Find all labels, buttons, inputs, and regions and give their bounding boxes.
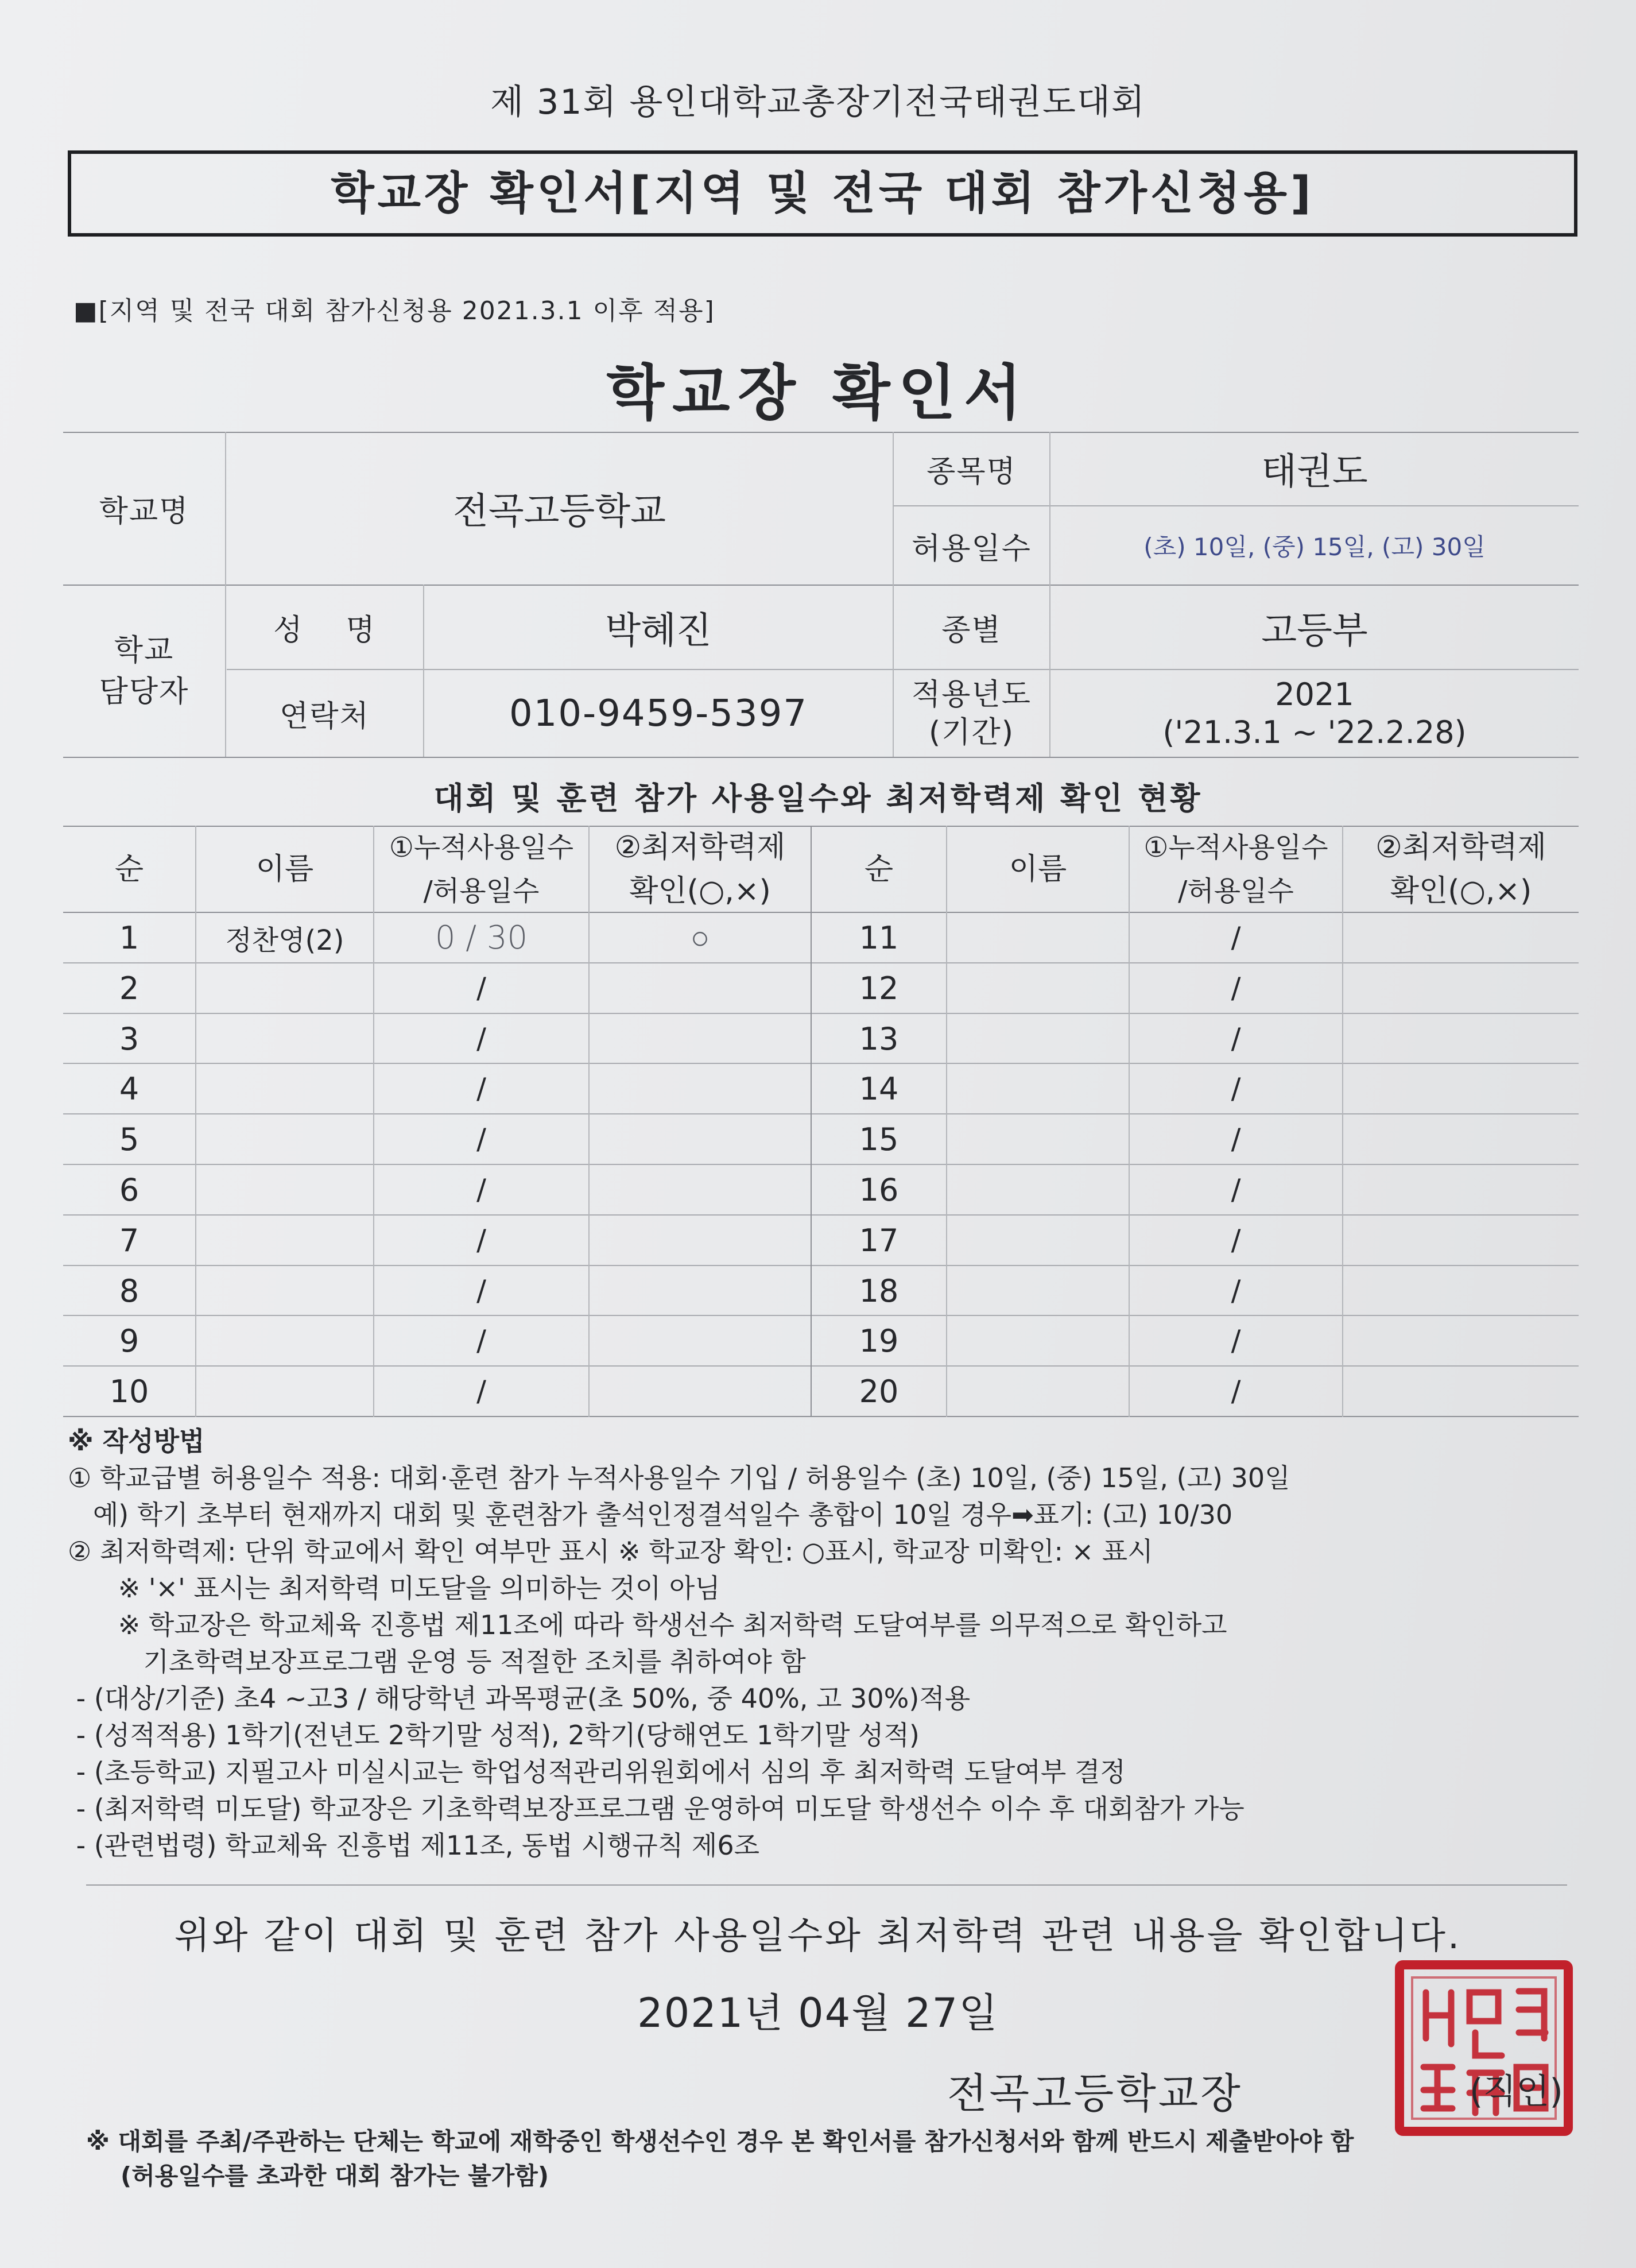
cell-no: 2: [119, 970, 139, 1007]
cell-name: [196, 963, 373, 1013]
cell-check: [590, 1367, 811, 1416]
cell-check: [590, 1114, 811, 1164]
cell-name: [947, 913, 1129, 962]
cell-days: 0 / 30: [435, 919, 528, 957]
cell-days: /: [476, 1224, 486, 1257]
instructions-heading: ※ 작성방법: [68, 1426, 205, 1457]
cell-name: [947, 1316, 1129, 1365]
doc-title: 학교장 확인서: [606, 358, 1030, 428]
instruction-line: ① 학교급별 허용일수 적용: 대회·훈련 참가 누적사용일수 기입 / 허용일수 (초) 10일, (중) 15일, (고) 30일: [68, 1462, 1290, 1493]
cell-no: 5: [119, 1121, 139, 1158]
instruction-line: - (성적적용) 1학기(전년도 2학기말 성적), 2학기(당해연도 1학기말 성적): [68, 1720, 920, 1751]
cell-no: 12: [859, 970, 899, 1007]
cell-check: [590, 1014, 811, 1063]
cell-check: [590, 1165, 811, 1214]
cell-check: [1343, 963, 1579, 1013]
allowed-days-value: (초) 10일, (중) 15일, (고) 30일: [1143, 533, 1486, 561]
form-heading-box: [68, 150, 1577, 237]
cell-check: [1343, 913, 1579, 962]
cell-no: 9: [119, 1322, 139, 1359]
phone-label: 연락처: [280, 699, 370, 734]
cell-no: 17: [859, 1222, 899, 1259]
sport-label: 종목명: [926, 454, 1017, 489]
cell-check: [590, 963, 811, 1013]
cell-days: /: [476, 1274, 486, 1307]
confirmation-statement: 위와 같이 대회 및 훈련 참가 사용일수와 최저학력 관련 내용을 확인합니다.: [174, 1915, 1462, 1957]
year-label: 적용년도 (기간): [912, 677, 1032, 750]
cell-no: 15: [859, 1121, 899, 1158]
applicability-note: ■[지역 및 전국 대회 참가신청용 2021.3.1 이후 적용]: [73, 296, 715, 326]
cell-days: /: [1231, 1022, 1241, 1055]
cell-name: [947, 1216, 1129, 1265]
instruction-line: 기초학력보장프로그램 운영 등 적절한 조치를 취하여야 함: [68, 1646, 806, 1677]
school-name-value: 전곡고등학교: [453, 490, 666, 533]
cell-name: [196, 1367, 373, 1416]
status-heading: 대회 및 훈련 참가 사용일수와 최저학력제 확인 현황: [433, 780, 1203, 816]
cell-name: [196, 1114, 373, 1164]
cell-no: 11: [859, 919, 899, 956]
cell-no: 3: [119, 1020, 139, 1057]
cell-name: [196, 1266, 373, 1315]
school-name-label: 학교명: [99, 494, 189, 529]
cell-days: /: [1231, 1375, 1241, 1408]
header-check-right: ②최저학력제 확인(○,×): [1375, 830, 1546, 908]
cell-days: /: [476, 1072, 486, 1105]
cell-no: 18: [859, 1272, 899, 1309]
cell-no: 13: [859, 1020, 899, 1057]
principal-name: 전곡고등학교장: [947, 2069, 1243, 2118]
instruction-line: - (초등학교) 지필고사 미실시교는 학업성적관리위원회에서 심의 후 최저학력 도달여부 결정: [68, 1756, 1126, 1787]
cell-days: /: [476, 1324, 486, 1357]
cell-days: /: [476, 1173, 486, 1206]
cell-name: [947, 1266, 1129, 1315]
cell-days: /: [1231, 1324, 1241, 1357]
cell-name: [947, 1014, 1129, 1063]
cell-name: [196, 1014, 373, 1063]
instruction-line: ※ '×' 표시는 최저학력 미도달을 의미하는 것이 아님: [68, 1573, 720, 1604]
year-cell: [1050, 670, 1579, 757]
cell-no: 7: [119, 1222, 139, 1259]
header-days-right: ①누적사용일수 /허용일수: [1143, 831, 1328, 907]
cell-check: [1343, 1014, 1579, 1063]
cell-name: [947, 1114, 1129, 1164]
cell-check: [590, 1316, 811, 1365]
cell-check: [1343, 1216, 1579, 1265]
phone-value: 010-9459-5397: [509, 692, 808, 735]
year-value: 2021: [1275, 676, 1354, 713]
cell-name: [947, 1064, 1129, 1113]
instruction-line: 예) 학기 초부터 현재까지 대회 및 훈련참가 출석인정결석일수 총합이 10일 경우➡표기: (고) 10/30: [68, 1499, 1233, 1530]
cell-no: 19: [859, 1322, 899, 1359]
seal-label: (직인): [1470, 2072, 1563, 2112]
cell-name: [196, 1316, 373, 1365]
instruction-line: ② 최저학력제: 단위 학교에서 확인 여부만 표시 ※ 학교장 확인: ○표시, 학교장 미확인: × 표시: [68, 1536, 1153, 1567]
cell-days: /: [1231, 1224, 1241, 1257]
cell-name: [947, 1165, 1129, 1214]
cell-check: [1343, 1114, 1579, 1164]
footnote: [86, 2124, 1590, 2193]
cell-name: [947, 1367, 1129, 1416]
name-value: 박혜진: [605, 609, 712, 652]
header-days-left: ①누적사용일수 /허용일수: [389, 831, 574, 907]
cell-check: [590, 1216, 811, 1265]
header-name-right: 이름: [1009, 852, 1067, 887]
cell-days: /: [1231, 1123, 1241, 1156]
cell-check: ○: [690, 919, 710, 957]
cell-check: [590, 1064, 811, 1113]
cell-name: [196, 1064, 373, 1113]
cell-no: 6: [119, 1171, 139, 1208]
allowed-days-label: 허용일수: [912, 531, 1032, 566]
cell-no: 10: [109, 1373, 149, 1410]
form-heading: 학교장 확인서[지역 및 전국 대회 참가신청용]: [331, 168, 1315, 219]
cell-days: /: [476, 1375, 486, 1408]
division-label: 종별: [941, 613, 1002, 648]
cell-check: [1343, 1165, 1579, 1214]
cell-days: /: [1231, 1072, 1241, 1105]
cell-name: 정찬영(2): [225, 924, 344, 957]
period-value: ('21.3.1 ~ '22.2.28): [1162, 714, 1467, 750]
cell-days: /: [476, 972, 486, 1005]
cell-days: /: [476, 1123, 486, 1156]
cell-check: [1343, 1064, 1579, 1113]
cell-check: [1343, 1316, 1579, 1365]
cell-days: /: [1231, 1274, 1241, 1307]
issue-date: 2021년 04월 27일: [637, 1990, 999, 2037]
cell-days: /: [1231, 1173, 1241, 1206]
header-no-left: 순: [114, 852, 144, 887]
cell-days: /: [476, 1022, 486, 1055]
division-value: 고등부: [1261, 609, 1368, 652]
contest-title: 제 31회 용인대학교총장기전국태권도대회: [490, 82, 1146, 122]
header-check-left: ②최저학력제 확인(○,×): [614, 830, 786, 908]
cell-days: /: [1231, 972, 1241, 1005]
header-name-left: 이름: [255, 852, 314, 887]
cell-no: 4: [119, 1070, 139, 1107]
cell-no: 1: [119, 919, 139, 956]
instruction-line: - (관련법령) 학교체육 진흥법 제11조, 동법 시행규칙 제6조: [68, 1830, 760, 1861]
footnote-line-1: ※ 대회를 주최/주관하는 단체는 학교에 재학중인 학생선수인 경우 본 확인서를 참가신청서와 함께 반드시 제출받아야 함: [86, 2127, 1354, 2155]
footnote-line-2: (허용일수를 초과한 대회 참가는 불가함): [121, 2162, 549, 2190]
cell-check: [590, 1266, 811, 1315]
cell-no: 14: [859, 1070, 899, 1107]
instruction-line: ※ 학교장은 학교체육 진흥법 제11조에 따라 학생선수 최저학력 도달여부를 의무적으로 확인하고: [68, 1609, 1227, 1640]
header-no-right: 순: [864, 852, 894, 887]
cell-check: [1343, 1266, 1579, 1315]
cell-no: 16: [859, 1171, 899, 1208]
sport-value: 태권도: [1261, 451, 1368, 493]
cell-check: [1343, 1367, 1579, 1416]
cell-no: 8: [119, 1272, 139, 1309]
cell-name: [196, 1165, 373, 1214]
name-label: 성 명: [273, 613, 376, 648]
instruction-line: - (대상/기준) 초4 ~고3 / 해당학년 과목평균(초 50%, 중 40%, 고 30%)적용: [68, 1683, 971, 1714]
contact-person-label: 학교 담당자: [99, 633, 189, 709]
instruction-line: - (최저학력 미도달) 학교장은 기초학력보장프로그램 운영하여 미도달 학생선수 이수 후 대회참가 가능: [68, 1793, 1245, 1824]
instructions: [68, 1423, 1589, 1864]
cell-days: /: [1231, 921, 1241, 954]
cell-no: 20: [859, 1373, 899, 1410]
cell-name: [947, 963, 1129, 1013]
cell-name: [196, 1216, 373, 1265]
